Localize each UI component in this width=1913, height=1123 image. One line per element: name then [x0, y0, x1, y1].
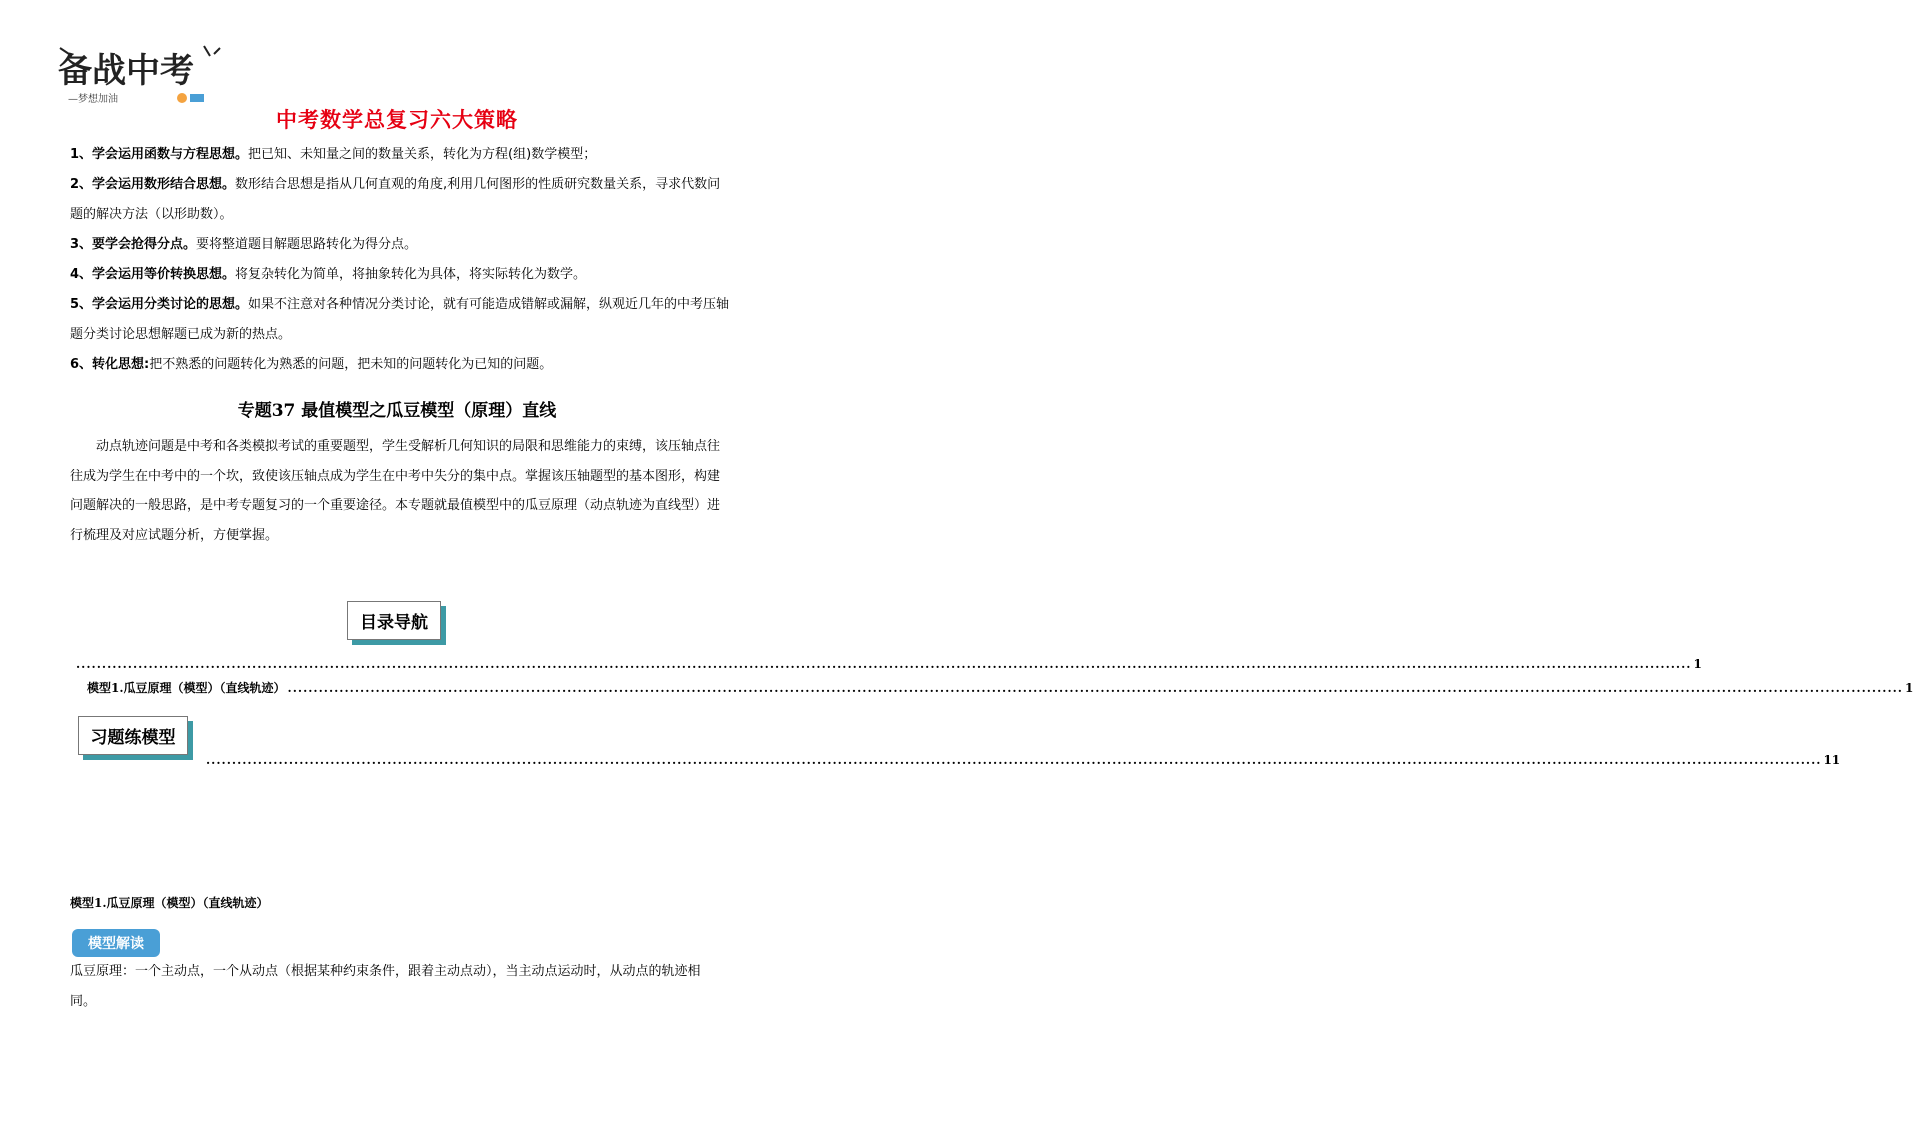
- strategy-text: 把已知、未知量之间的数量关系，转化为方程(组)数学模型；: [248, 147, 597, 162]
- toc-leader-dots: ........................................................................................................................................................................................................................................................................................................................: [206, 753, 1822, 767]
- toc-page-number: 1: [1904, 681, 1913, 695]
- strategy-item: [70, 350, 730, 380]
- strategy-lead: 5、学会运用分类讨论的思想。: [70, 297, 249, 312]
- strategy-item: [70, 290, 730, 350]
- strategy-item: [70, 170, 730, 230]
- strategy-lead: 6、转化思想:: [70, 357, 150, 372]
- topic-title: 专题37 最值模型之瓜豆模型（原理）直线: [237, 401, 557, 421]
- section-heading: 模型1.瓜豆原理（模型）（直线轨迹）: [70, 896, 269, 910]
- logo-graphic: [54, 42, 222, 108]
- strategy-lead: 4、学会运用等价转换思想。: [70, 267, 236, 282]
- strategy-item: [70, 260, 730, 290]
- strategy-lead: 3、要学会抢得分点。: [70, 237, 197, 252]
- toc-page-number: 11: [1823, 753, 1841, 767]
- logo-text: 备战中考: [58, 51, 194, 91]
- strategy-item: [70, 140, 730, 170]
- toc-entry[interactable]: [204, 752, 1841, 768]
- strategy-lead: 2、学会运用数形结合思想。: [70, 177, 236, 192]
- toc-leader-dots: ........................................................................................................................................................................................................................................................................................................................: [76, 657, 1692, 671]
- toc-entry[interactable]: [87, 680, 1913, 696]
- logo: [54, 42, 222, 108]
- strategy-text: 将复杂转化为简单，将抽象转化为具体，将实际转化为数学。: [235, 267, 587, 282]
- strategy-text: 把不熟悉的问题转化为熟悉的问题，把未知的问题转化为已知的问题。: [149, 357, 553, 372]
- definition-paragraph: 瓜豆原理：一个主动点，一个从动点（根据某种约束条件，跟着主动点动），当主动点运动时，从动点的轨迹相同。: [70, 964, 701, 1009]
- strategy-item: [70, 230, 730, 260]
- toc-entry-label: 模型1.瓜豆原理（模型）（直线轨迹）: [87, 681, 286, 695]
- strategy-text: 要将整道题目解题思路转化为得分点。: [196, 237, 418, 252]
- toc-leader-dots: ........................................................................................................................................................................................................................................................................................................................: [287, 681, 1903, 695]
- toc-page-number: 1: [1693, 657, 1702, 671]
- strategy-text: 数形结合思想是指从几何直观的角度,利用几何图形的性质研究数量关系，寻求代数问题的解决方法（以形助数）。: [70, 177, 721, 222]
- main-title: 中考数学总复习六大策略: [276, 108, 518, 132]
- strategy-lead: 1、学会运用函数与方程思想。: [70, 147, 249, 162]
- intro-paragraph: 动点轨迹问题是中考和各类模拟考试的重要题型，学生受解析几何知识的局限和思维能力的束缚，该压轴点往往成为学生在中考中的一个坎，致使该压轴点成为学生在中考中失分的集中点。掌握该压轴题型的基本图形，构建问题解决的一般思路，是中考专题复习的一个重要途径。本专题就最值模型中的瓜豆原理（动点轨迹为直线型）进行梳理及对应试题分析，方便掌握。: [70, 439, 721, 543]
- strategy-text: 如果不注意对各种情况分类讨论，就有可能造成错解或漏解，纵观近几年的中考压轴题分类讨论思想解题已成为新的热点。: [70, 297, 730, 342]
- toc-heading: 目录导航: [347, 601, 441, 640]
- logo-subtext: —梦想加油: [68, 94, 118, 105]
- exercise-heading: 习题练模型: [78, 716, 188, 755]
- model-interpretation-badge: 模型解读: [72, 929, 160, 957]
- strategy-list: [70, 140, 730, 380]
- toc-entry[interactable]: [74, 656, 1702, 672]
